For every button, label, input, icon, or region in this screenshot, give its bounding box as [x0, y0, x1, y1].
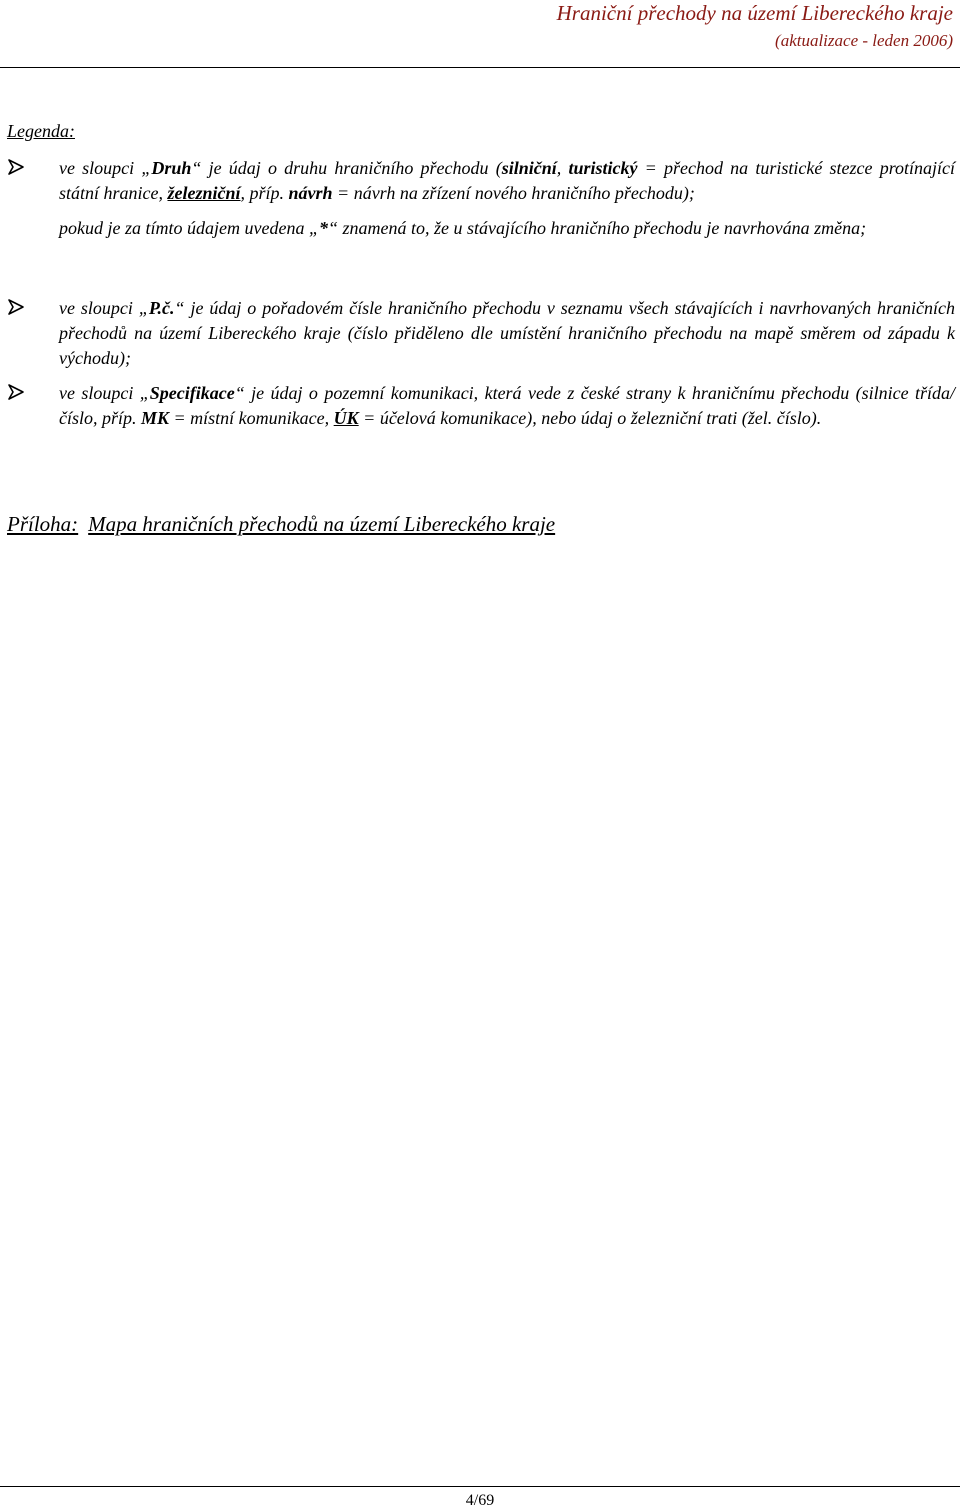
- legend-item-text: ve sloupci „Druh“ je údaj o druhu hraničního přechodu (silniční, turistický = přechod na turistické stezce protínající státní hranice, železniční, příp. návrh = návrh na zřízení nového hraničního přechodu);: [59, 158, 956, 203]
- legend-item-text: ve sloupci „Specifikace“ je údaj o pozemní komunikaci, která vede z české strany k hraničnímu přechodu (silnice třída/číslo, příp. MK = místní komunikace, ÚK = účelová komunikace), nebo údaj o železniční trati (žel. číslo).: [59, 383, 955, 428]
- attachment-label: Příloha:: [7, 512, 79, 536]
- footer-divider: [0, 1486, 960, 1487]
- legend-item-text: ve sloupci „P.č.“ je údaj o pořadovém čísle hraničního přechodu v seznamu všech stávajících i navrhovaných hraničních přechodů na území Libereckého kraje (číslo přiděleno dle umístění hraničního přechodu na mapě směrem od západu k východu);: [59, 298, 955, 368]
- page-header: [557, 0, 953, 53]
- legend-item-specifikace: [7, 381, 955, 431]
- attachment-link[interactable]: Mapa hraničních přechodů na území Libereckého kraje: [88, 512, 556, 536]
- legend-heading: Legenda:: [7, 121, 75, 141]
- document-title: Hraniční přechody na území Libereckého kraje: [556, 1, 953, 25]
- document-subtitle: (aktualizace - leden 2006): [775, 31, 953, 50]
- header-divider: [0, 67, 960, 68]
- legend-item-pc: [7, 296, 955, 371]
- arrowhead-bullet-icon: [7, 158, 25, 176]
- arrowhead-bullet-icon: [7, 383, 25, 401]
- arrowhead-bullet-icon: [7, 298, 25, 316]
- legend-item-subtext: pokud je za tímto údajem uvedena „*“ znamená to, že u stávajícího hraničního přechodu je navrhována změna;: [59, 218, 867, 238]
- page-number: 4/69: [465, 1492, 495, 1509]
- legend-item-druh: [7, 156, 955, 241]
- attachment-line: [7, 510, 555, 538]
